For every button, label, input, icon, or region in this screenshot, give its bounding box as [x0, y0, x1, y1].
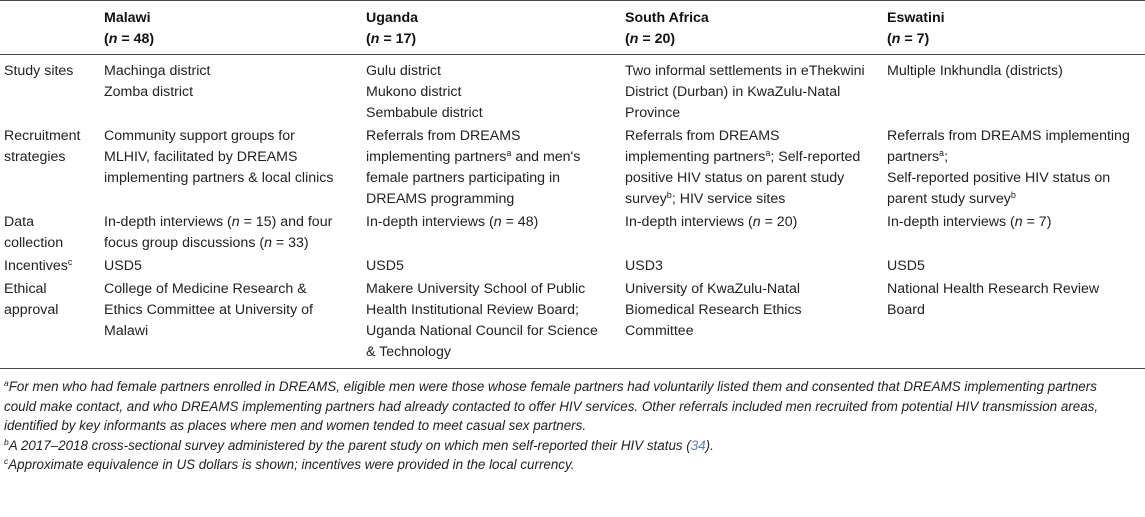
sample-size: (n = 17) — [366, 31, 417, 47]
header-malawi — [100, 1, 362, 55]
cell-uganda: Gulu district Mukono district Sembabule district — [366, 63, 483, 121]
country-name: Eswatini — [887, 10, 945, 26]
footnote-mark-a: a — [939, 148, 945, 158]
cell-south-africa: In-depth interviews (n = 20) — [625, 214, 798, 230]
table-row-recruitment — [0, 125, 1145, 211]
cell-south-africa: USD3 — [625, 258, 663, 274]
table-row-data-collection — [0, 211, 1145, 255]
header-row — [0, 1, 1145, 55]
country-name: South Africa — [625, 10, 709, 26]
row-label: Recruitment strategies — [4, 128, 81, 165]
sample-size: (n = 20) — [625, 31, 676, 47]
cell-malawi: In-depth interviews (n = 15) and four focus group discussions (n = 33) — [104, 214, 333, 251]
cell-uganda: In-depth interviews (n = 48) — [366, 214, 539, 230]
country-name: Uganda — [366, 10, 419, 26]
table-row-ethical-approval — [0, 278, 1145, 369]
cell-south-africa: Two informal settlements in eThekwini District (Durban) in KwaZulu-Natal Province — [625, 63, 865, 121]
footnote-mark-c: c — [67, 257, 73, 267]
cell-south-africa: University of KwaZulu-Natal Biomedical Research Ethics Committee — [621, 278, 883, 369]
footnote-mark-a: a — [765, 148, 771, 158]
cell-south-africa: Referrals from DREAMS implementing partners$^a$; Self-reported positive HIV status on parent study survey$^b$; HIV service sites — [625, 128, 861, 207]
sample-size: (n = 48) — [104, 31, 155, 47]
sample-size: (n = 7) — [887, 31, 930, 47]
footnote-a: $^a$For men who had female partners enrolled in DREAMS, eligible men were those whose female partners had voluntarily listed them and consented that DREAMS implementing partners could make contact, and who DREAMS implementing partners had already contacted to offer HIV services. Other referrals included men recruited from potential HIV transmission areas, identified by key informants as places where men and women tended to meet casual sex partners. — [4, 378, 1099, 433]
row-label: Study sites — [4, 63, 74, 79]
footnote-mark-a: a — [506, 148, 512, 158]
footnote-mark-b: b — [666, 190, 672, 200]
footnote-b: $^b$A 2017–2018 cross-sectional survey administered by the parent study on which men self-reported their HIV status (34). — [4, 436, 714, 453]
citation-link[interactable]: 34 — [690, 437, 706, 453]
cell-uganda: Referrals from DREAMS implementing partners$^a$ and men's female partners participating in DREAMS programming — [366, 128, 581, 207]
table-footnotes — [0, 369, 1145, 475]
cell-uganda: USD5 — [366, 258, 404, 274]
table-row-incentives — [0, 255, 1145, 278]
header-south-africa — [621, 1, 883, 55]
country-name: Malawi — [104, 10, 151, 26]
cell-eswatini: Multiple Inkhundla (districts) — [887, 63, 1063, 79]
table-row-study-sites — [0, 55, 1145, 126]
header-corner — [0, 1, 100, 55]
row-label: Data collection — [4, 214, 64, 251]
footnote-c: $^c$Approximate equivalence in US dollars is shown; incentives were provided in the local currency. — [4, 456, 575, 472]
cell-eswatini: Referrals from DREAMS implementing partners$^a$; Self-reported positive HIV status on parent study survey$^b$ — [887, 128, 1130, 207]
cell-malawi: College of Medicine Research & Ethics Committee at University of Malawi — [100, 278, 362, 369]
cell-malawi: Machinga district Zomba district — [104, 63, 211, 100]
row-label: Ethical approval — [0, 278, 100, 369]
row-label: Incentives$^c$ — [4, 257, 73, 274]
header-eswatini — [883, 1, 1145, 55]
cell-eswatini: In-depth interviews (n = 7) — [887, 214, 1052, 230]
cell-malawi: USD5 — [104, 258, 142, 274]
cell-uganda: Makere University School of Public Health Institutional Review Board; Uganda National Council for Science & Technology — [362, 278, 621, 369]
footnote-mark-b: b — [1010, 190, 1016, 200]
header-uganda — [362, 1, 621, 55]
cell-eswatini: National Health Research Review Board — [883, 278, 1145, 369]
cell-eswatini: USD5 — [887, 258, 925, 274]
cell-malawi: Community support groups for MLHIV, facilitated by DREAMS implementing partners & local clinics — [104, 128, 334, 186]
